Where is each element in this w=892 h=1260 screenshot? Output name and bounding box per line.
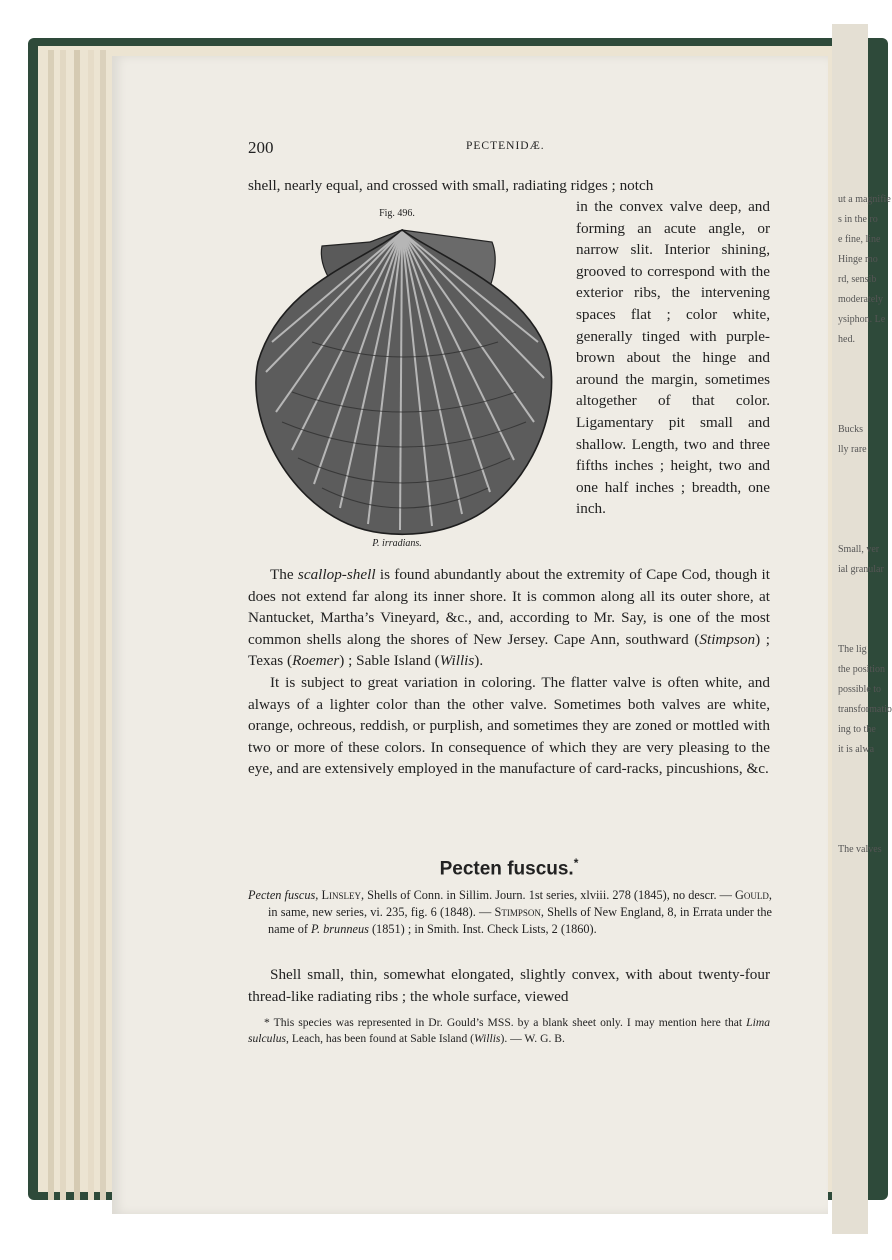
facing-text: ut a magnifie [838, 194, 891, 205]
text-run: (1851) ; in Smith. Inst. Check Lists, 2 (1860). [368, 922, 597, 936]
wrapped-paragraph: in the convex valve deep, and forming an acute angle, or narrow slit. Interior shining, grooved to correspond with the exterior ribs, the intervening spaces flat ; color white, generally tinged with purple-brown about the hinge and around the margin, sometimes altogether of that color. Ligamentary pit small and shallow. Length, two and three fifths inches ; height, two and one half inches ; breadth, one inch. [576, 198, 770, 518]
scallop-figure [252, 208, 558, 554]
facing-text: moderately [838, 294, 883, 305]
author-name: Gould [735, 888, 769, 902]
text-run: * This species was represented in Dr. Gould’s MSS. by a blank sheet only. I may mention here that [264, 1016, 747, 1029]
text-run: ). [474, 652, 484, 670]
facing-text: The lig [838, 644, 867, 655]
text-run: , [315, 888, 322, 902]
footnote-mark: * [573, 856, 579, 870]
authority: Stimpson [699, 630, 756, 648]
running-header [248, 138, 768, 158]
page-edge [88, 50, 94, 1200]
text-run: ) ; Texas ( [248, 630, 770, 670]
species-name: Lima sulculus [248, 1016, 770, 1045]
authority: Willis [474, 1032, 501, 1045]
facing-text: The valves [838, 844, 882, 855]
facing-text: lly rare [838, 444, 867, 455]
facing-text: ing to the [838, 724, 876, 735]
facing-text: possible to [838, 684, 882, 695]
paragraph-range [248, 564, 770, 780]
author-name: Linsley [321, 888, 361, 902]
text-run: , Shells of New England, 8, in Errata under the name of [268, 905, 773, 936]
paragraph-range [248, 964, 770, 1007]
page-number: 200 [248, 138, 274, 157]
text-run: The [270, 566, 298, 583]
text-run: , Leach, has been found at Sable Island ( [286, 1032, 475, 1045]
species-heading [248, 856, 770, 880]
paragraph [248, 564, 770, 672]
facing-text: hed. [838, 334, 855, 345]
page-edge [48, 50, 54, 1200]
page-edge [100, 50, 106, 1200]
text-run: ). — W. G. B. [500, 1032, 565, 1045]
facing-text: rd, sensib [838, 274, 877, 285]
opening-line: shell, nearly equal, and crossed with small, radiating ridges ; notch [248, 177, 654, 194]
facing-text: ysiphon. Le [838, 314, 886, 325]
facing-text: Hinge mo [838, 254, 878, 265]
running-head: PECTENIDÆ. [466, 140, 545, 152]
footnote [248, 1015, 770, 1047]
wrapped-text-column [576, 196, 770, 520]
page-edge [74, 50, 80, 1200]
citation-name: Pecten fuscus [248, 888, 316, 902]
paragraph-variation: It is subject to great variation in coloring. The flatter valve is often white, and always of a lighter color than the other valve. Sometimes both valves are white, orange, ochreous, reddish, or purplish, and sometimes they are zoned or mottled with two or more of these colors. In consequence of which they are very pleasing to the eye, and are extensively employed in the manufacture of card-racks, pincushions, &c. [248, 673, 770, 778]
figure-label: Fig. 496. [379, 208, 415, 219]
page-edge [60, 50, 66, 1200]
text-run: , in same, new series, vi. 235, fig. 6 (1848). — [268, 888, 772, 919]
facing-page [832, 24, 892, 1234]
synonymy-citations [248, 887, 772, 938]
species-name: Pecten fuscus. [439, 858, 574, 880]
text-run: is found abundantly about the extremity of Cape Cod, though it does not extend far along its inner shore. It is common along all its outer shore, at Nantucket, Martha’s Vineyard, &c., and, according to Mr. Say, is one of the most common shells along the shores of New Jersey. Cape Ann, southward ( [248, 566, 770, 648]
scallop-shell-illustration [252, 222, 558, 552]
facing-text: ial granular [838, 564, 884, 575]
facing-text: Small, ver [838, 544, 880, 555]
facing-text: the position [838, 664, 885, 675]
text-run: , Shells of Conn. in Sillim. Journ. 1st series, xlviii. 278 (1845), no descr. — [360, 888, 736, 902]
facing-text: e fine, line [838, 234, 881, 245]
authority: Roemer [292, 652, 340, 670]
text-run: ) ; Sable Island ( [339, 652, 440, 670]
citation-name: P. brunneus [311, 922, 369, 936]
facing-text: it is alwa [838, 744, 875, 755]
authority: Willis [439, 652, 475, 670]
paragraph-description: Shell small, thin, somewhat elongated, slightly convex, with about twenty-four thread-like radiating ribs ; the whole surface, viewed [248, 966, 770, 1005]
facing-text: Bucks [838, 424, 863, 435]
citation-block [248, 887, 772, 938]
facing-text: transformatio [838, 704, 892, 715]
figure-caption: P. irradians. [372, 538, 422, 549]
facing-text: s in the ro [838, 214, 878, 225]
common-name: scallop-shell [297, 566, 376, 583]
author-name: Stimpson [494, 905, 541, 919]
